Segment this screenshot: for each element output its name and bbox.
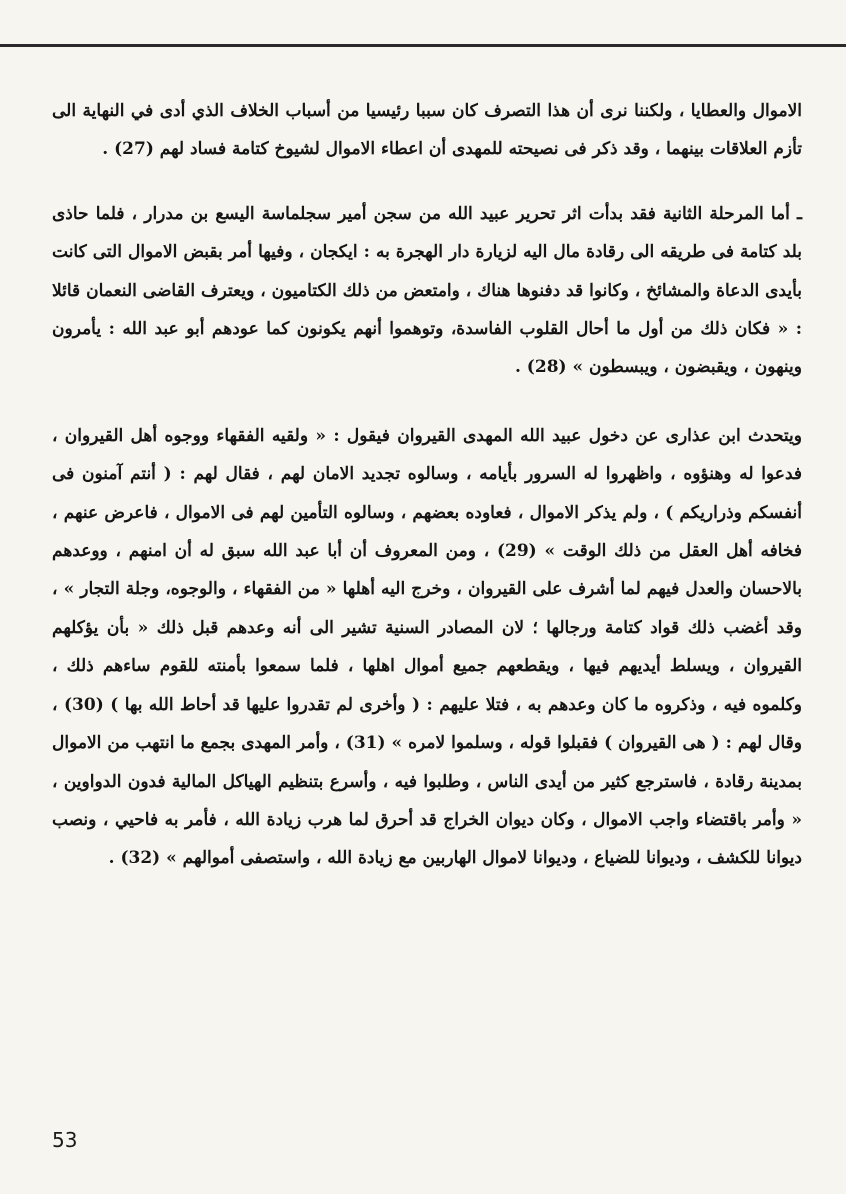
paragraph: ويتحدث ابن عذارى عن دخول عبيد الله المهدى القيروان فيقول : « ولقيه الفقهاء ووجوه أهل القيروان ، فدعوا له وهنؤوه ، واظهروا له السرور بأيامه ، وسالوه تجديد الامان لهم ، فقال لهم : ( أنتم آمنون فى أنفسكم وذراريكم ) ، ولم يذكر الاموال ، فعاوده بعضهم ، وسالوه التأمين لهم فى الاموال ، فاعرض عنهم ، فخافه أهل العقل من ذلك الوقت » (29) ، ومن المعروف أن أبا عبد الله سبق له أن امنهم ، ووعدهم بالاحسان والعدل فيهم لما أشرف على القيروان ، وخرج اليه أهلها « من الفقهاء ، والوجوه، وجلة التجار » ، وقد أغضب ذلك قواد كتامة ورجالها ؛ لان المصادر السنية تشير الى أنه وعدهم قبل ذلك « بأن يؤكلهم القيروان ، ويسلط أيديهم فيها ، ويقطعهم جميع أموال اهلها ، فلما سمعوا بأمنته للقوم ساءهم ذلك ، وكلموه فيه ، وذكروه ما كان وعدهم به ، فتلا عليهم : ( وأخرى لم تقدروا عليها قد أحاط الله بها ) (30) ، وقال لهم : ( هى القيروان ) فقبلوا قوله ، وسلموا لامره » (31) ، وأمر المهدى بجمع ما انتهب من الاموال بمدينة رقادة ، فاسترجع كثير من أيدى الناس ، وطلبوا فيه ، وأسرع بتنظيم الهياكل المالية فدون الدواوين ، « وأمر باقتضاء واجب الاموال ، وكان ديوان الخراج قد أحرق لما هرب زيادة الله ، فأمر به فاحيي ، ونصب ديوانا للكشف ، وديوانا للضياع ، وديوانا لاموال الهاربين مع زيادة الله ، واستصفى أموالهم » (32) .: [52, 425, 803, 869]
body-text: [52, 92, 802, 878]
paragraph: ـ أما المرحلة الثانية فقد بدأت اثر تحرير عبيد الله من سجن أمير سجلماسة اليسع بن مدرار ، فلما حاذى بلد كتامة فى طريقه الى رقادة مال اليه لزيارة دار الهجرة به : ايكجان ، وفيها أمر بقبض الاموال التى كانت بأيدى الدعاة والمشائخ ، وكانوا قد دفنوها هناك ، وامتعض من ذلك الكتاميون ، ويعترف القاضى النعمان قائلا : « فكان ذلك من أول ما أحال القلوب الفاسدة، وتوهموا أنهم يكونون كما عودهم أبو عبد الله : يأمرون وينهون ، ويقبضون ، ويبسطون » (28) .: [52, 203, 802, 378]
top-rule: [0, 44, 846, 47]
paragraph: الاموال والعطايا ، ولكننا نرى أن هذا التصرف كان سببا رئيسيا من أسباب الخلاف الذي أدى في النهاية الى تأزم العلاقات بينهما ، وقد ذكر فى نصيحته للمهدى أن اعطاء الاموال لشيوخ كتامة فساد لهم (27) .: [52, 101, 802, 160]
page-number: 53: [52, 1128, 78, 1152]
